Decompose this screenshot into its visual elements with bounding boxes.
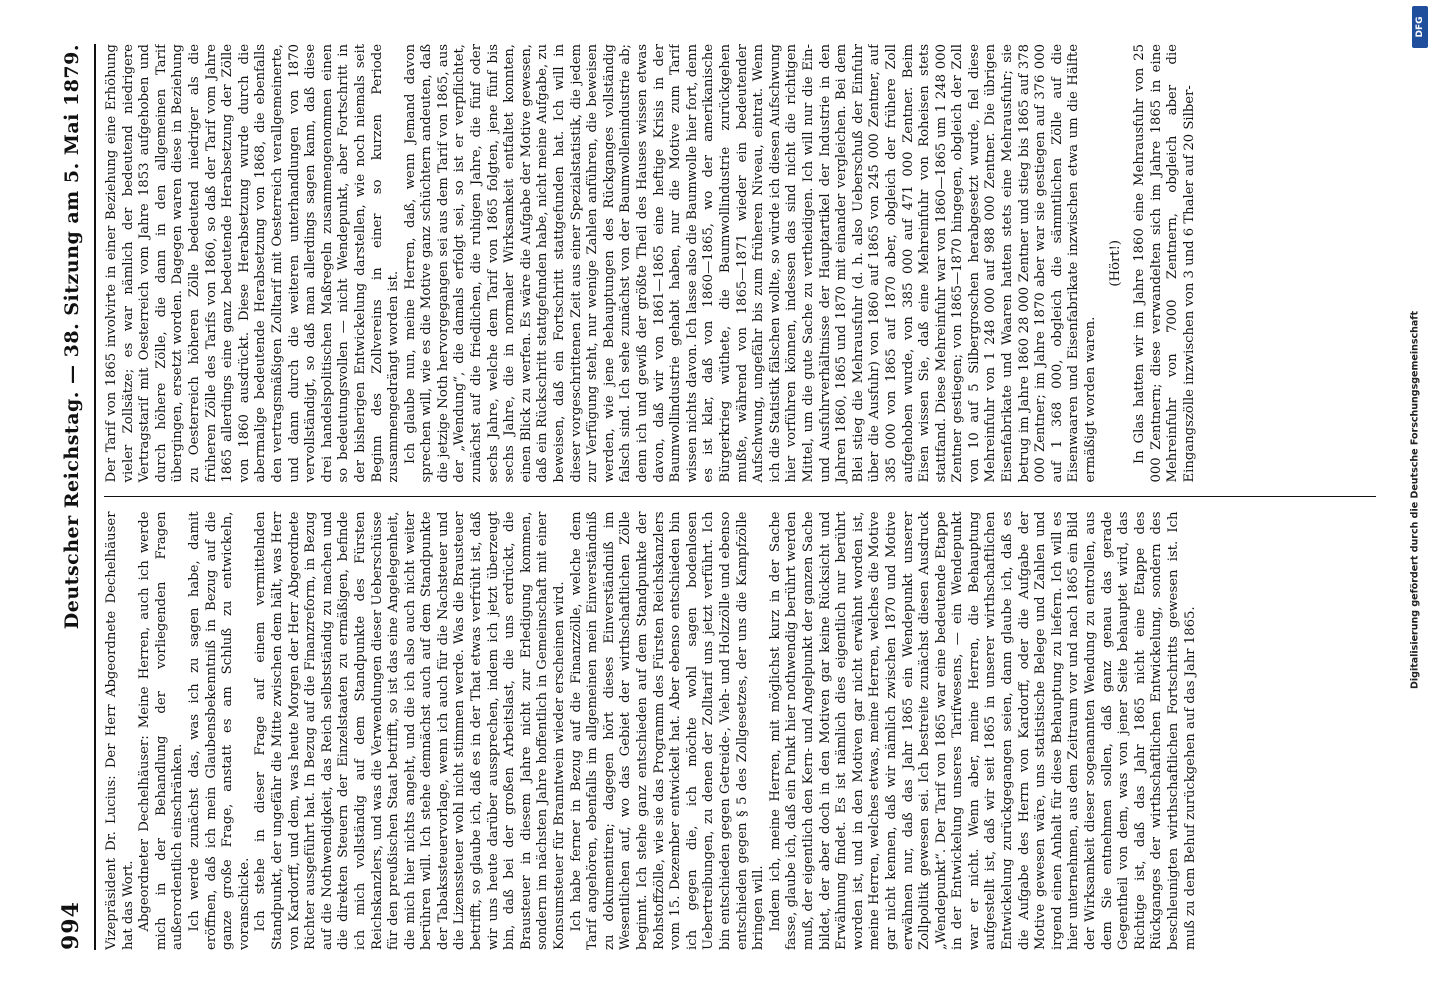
digitization-note [1404, 0, 1426, 1000]
interjection: (Hört!) [1107, 239, 1123, 287]
dfg-logo-text: DFG [1415, 16, 1425, 38]
paragraph: Der Tarif von 1865 involvirte in einer Beziehung eine Erhöhung vieler Zollsätze; es war nämlich der bedeutend niedrigere Vertragstarif mit Oesterreich vom Jahre 1853 aufgehoben und durch höhere Zölle, die dann in den allgemeinen Tarif übergingen, ersetzt worden. Dagegen waren diese in Beziehung zu Oesterreich höheren Zölle bedeutend niedriger als die früheren Zölle des Tarifs von 1860, so daß der Tarif vom Jahre 1865 allerdings eine ganz bedeutende Herabsetzung der Zölle von 1860 ausdrückt. Diese Herabsetzung wurde durch die abermalige bedeutende Herabsetzung von 1868, die ebenfalls den vertragsmäßigen Zolltarif mit Oesterreich verallgemeinerte, und dann durch die weiteren unterhandlungen von 1870 vervollständigt, so daß man allerdings sagen kann, daß diese drei handelspolitischen Maßregeln zusammengenommen einen so bedeutungsvollen — nicht Wendepunkt, aber Fortschritt in der bisherigen Entwickelung darstellen, wie noch niemals seit Beginn des Zollvereins in einer so kurzen Periode zusammengedrängt worden ist. [104, 44, 402, 483]
digitization-note-text: Digitalisierung gefördert durch die Deutsche Forschungsgemeinschaft [1409, 311, 1421, 689]
page-number: 994 [58, 901, 84, 950]
right-column [104, 44, 1376, 497]
paragraph: Ich werde zunächst das, was ich zu sagen habe, damit eröffnen, daß ich mein Glaubensbekenntniß in Bezug auf die ganze große Frage, anstatt es am Schluß zu entwickeln, voranschicke. [186, 511, 252, 950]
paragraph: Indem ich, meine Herren, mit möglichst kurz in der Sache fasse, glaube ich, daß ein Punkt hier nothwendig berührt werden muß, der eigentlich den Kern- und Angelpunkt der ganzen Sache bildet, der aber doch in den Motiven gar keine Rücksicht und Erwähnung findet. Es ist nämlich dies eigentlich nur berührt worden ist, und in den Motiven gar nicht erwähnt worden ist, meine Herren, welches etwas, meine Herren, welches die Motive gar nicht kennen, daß wir nämlich zwischen 1870 und Motive erwähnen nur, daß das Jahr 1865 ein Wendepunkt unserer Zollpolitik gewesen sei. Ich bestreite zunächst diesen Ausdruck „Wendepunkt“. Der Tarif von 1865 war eine bedeutende Etappe in der Entwickelung unseres Tarifwesens, — ein Wendepunkt war er nicht. Wenn aber, meine Herren, die Behauptung aufgestellt ist, daß wir seit 1865 in unserer wirthschaftlichen Entwickelung zurückgegangen seien, dann glaube ich, daß es die Aufgabe des Herrn von Kardorff, oder die Aufgabe der Motive gewesen wäre, uns statistische Belege und Zahlen und irgend einen Anhalt für diese Behauptung zu liefern. Ich will es hier unternehmen, aus dem Zeitraum vor und nach 1865 ein Bild der Wirksamkeit dieser sogenannten Wendung zu entrollen, aus dem Sie entnehmen sollen, daß ganz genau das gerade Gegentheil von dem, was von jener Seite behauptet wird, das Richtige ist, daß das Jahr 1865 nicht eine Etappe des Rückganges der wirthschaftlichen Entwickelung, sondern des beschleunigten wirthschaftlichen Fortschritts gewesen ist. Ich muß zu dem Behuf zurückgehen auf das Jahr 1865. [767, 511, 1198, 950]
running-title: Deutscher Reichstag. — 38. Sitzung am 5. Mai 1879. [61, 44, 83, 630]
paragraph: Ich stehe in dieser Frage auf einem vermittelnden Standpunkt, der ungefähr die Mitte zwischen dem hält, was Herr von Kardorff, und dem, was heute Morgen der Herr Abgeordnete Richter ausgeführt hat. In Bezug auf die Finanzreform, in Bezug auf die Nothwendigkeit, das Reich selbstständig zu machen und die direkten Steuern der Einzelstaaten zu ermäßigen, befinde ich mich vollständig auf dem Standpunkte des Fürsten Reichskanzlers, und was die Verwendungen dieser Ueberschüsse für den preußischen Staat betrifft, so ist das eine Angelegenheit, die mich hier nichts angeht, und die ich also auch nicht weiter berühren will. Ich stehe demnächst auch auf dem Standpunkte der Tabakssteuervorlage, wenn ich auch für die Nachsteuer und die Lizenssteuer wohl nicht stimmen werde. Was die Brausteuer betrifft, so glaube ich, daß es in der That etwas verfrüht ist, daß wir uns heute darüber aussprechen, indem ich jetzt überzeugt bin, daß bei der großen Arbeitslast, die uns erdrückt, die Brausteuer in diesem Jahre nicht zur Erledigung kommen, sondern im nächsten Jahre hoffentlich in Gemeinschaft mit einer Konsumsteuer für Branntwein wieder erscheinen wird. [253, 511, 568, 950]
rotated-document-page [50, 30, 1380, 960]
paragraph: Ich habe ferner in Bezug auf die Finanzzölle, welche dem Tarif angehören, ebenfalls im allgemeinen mein Einverständniß zu dokumentiren; dagegen hört dieses Einverständniß im Wesentlichen auf, wo das Gebiet der wirthschaftlichen Zölle beginnt. Ich stehe ganz entschieden auf dem Standpunkte der Rohstoffzölle, wie sie das Programm des Fürsten Reichskanzlers vom 15. Dezember entwickelt hat. Aber ebenso entschieden bin ich gegen die, ich möchte wohl sagen bodenlosen Uebertreibungen, zu denen der Zolltarif uns jetzt verführt. Ich bin entschieden gegen Getreide-, Vieh- und Holzzölle und ebenso entschieden gegen § 5 des Zollgesetzes, der uns die Kampfzölle bringen will. [568, 511, 767, 950]
page-header [58, 44, 96, 950]
text-columns [104, 44, 1376, 950]
paragraph: Abgeordneter Dechelhäuser: Meine Herren, auch ich werde mich in der Behandlung der vorliegenden Fragen außerordentlich einschränken. [137, 511, 186, 950]
paragraph: Ich glaube nun, meine Herren, daß, wenn Jemand davon sprechen will, wie es die Motive ganz schüchtern andeuten, daß die jetzige Noth hervorgegangen sei aus dem Tarif von 1865, aus der „Wendung“, die damals erfolgt sei, so ist er verpflichtet, zunächst auf die friedlichen, die ruhigen Jahre, die fünf oder sechs Jahre, welche dem Tarif von 1865 folgten, jene fünf bis sechs Jahre, die in normaler Wirksamkeit entfaltet konnten, einen Blick zu werfen. Es wäre die Aufgabe der Motive gewesen, daß ein Rückschritt stattgefunden habe, nicht meine Aufgabe, zu beweisen, daß ein Fortschritt stattgefunden hat. Ich will in dieser vorgeschrittenen Zeit aus einer Spezialstatistik, die jedem zur Verfügung steht, nur wenige Zahlen anführen, die beweisen werden, wie jene Behauptungen des Rückganges vollständig falsch sind. Ich sehe zunächst von der Baumwollenindustrie ab; denn ich und gewiß der größte Theil des Hauses wissen etwas davon, daß wir von 1861—1865 eine heftige Krisis in der Baumwollindustrie gehabt haben, nur die Motive zum Tarif wissen nichts davon. Ich lasse also die Baumwolle hier fort, denn es ist klar, daß von 1860—1865, wo der amerikanische Bürgerkrieg wüthete, die Baumwollindustrie zurückgehen mußte, während von 1865—1871 wieder ein bedeutender Aufschwung, ungefähr bis zum früheren Niveau, eintrat. Wenn ich die Statistik fälschen wollte, so würde ich diesen Aufschwung hier vorführen können, indessen das sind nicht die richtigen Mittel, um die gute Sache zu vertheidigen. Ich will nur die Ein- und Ausfuhrverhältnisse der Hauptartikel der Industrie in den Jahren 1860, 1865 und 1870 mit einander vergleichen. Bei dem Blei stieg die Mehrausfuhr (d. h. also Ueberschuß der Einfuhr über die Ausfuhr) von 1860 auf 1865 von 245 000 Zentner, auf 385 000 von 1865 auf 1870 aber, obgleich der frühere Zoll aufgehoben wurde, von 385 000 auf 471 000 Zentner. Beim Eisen wissen Sie, daß eine Mehreinfuhr von Roheisen stets stattfand. Diese Mehreinfuhr war von 1860—1865 um 1 248 000 Zentner gestiegen; von 1865—1870 hingegen, obgleich der Zoll von 10 auf 5 Silbergroschen herabgesetzt wurde, fiel diese Mehreinfuhr von 1 248 000 auf 988 000 Zentner. Die übrigen Eisenfabrikate und Waaren hatten stets eine Mehrausfuhr; sie betrug im Jahre 1860 28 000 Zentner und stieg bis 1865 auf 378 000 Zentner; im Jahre 1870 aber war sie gestiegen auf 376 000 auf 1 368 000, obgleich die sämmtlichen Zölle auf die Eisenwaaren und Eisenfabrikate inzwischen etwa um die Hälfte ermäßigt worden waren. [402, 44, 1099, 483]
paragraph: In Glas hatten wir im Jahre 1860 eine Mehrausfuhr von 25 000 Zentnern; diese verwandelten sich im Jahre 1865 in eine Mehreinfuhr von 7000 Zentnern, obgleich aber die Eingangszölle inzwischen von 3 und 6 Thaler auf 20 Silber- [1132, 44, 1197, 483]
paragraph: Vizepräsident Dr. Lucius: Der Herr Abgeordnete Dechelhäuser hat das Wort. [104, 511, 136, 950]
left-column [104, 497, 1376, 951]
